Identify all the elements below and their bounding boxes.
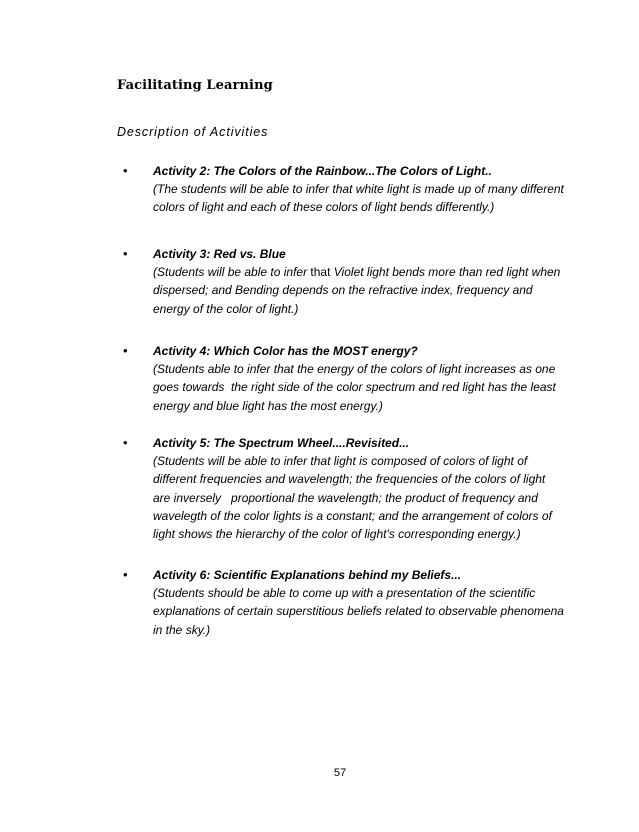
activity-title: Activity 3: Red vs. Blue [153, 247, 286, 261]
description-line: dispersed; and Bending depends on the refractive index, frequency and [153, 283, 533, 298]
bullet-icon: • [123, 163, 128, 178]
bullet-icon: • [123, 435, 128, 450]
description-text: Violet light bends more than red light when [330, 265, 561, 279]
description-text-upright: that [310, 265, 331, 279]
description-line: (Students able to infer that the energy of the colors of light increases as one [153, 362, 556, 376]
section-title: Facilitating Learning [117, 78, 273, 93]
section-subtitle: Description of Activities [117, 125, 269, 139]
description-line: energy and blue light has the most energy.) [153, 398, 383, 413]
page-number: 57 [333, 767, 347, 779]
description-line: (Students should be able to come up with a presentation of the scientific [153, 586, 536, 600]
description-text: (Students will be able to infer [153, 265, 311, 279]
activity-title: Activity 6: Scientific Explanations behind my Beliefs... [153, 568, 462, 582]
activity-description [153, 584, 573, 639]
activity-description [153, 452, 573, 543]
bullet-icon: • [123, 246, 128, 261]
description-line: wavelegth of the color lights is a constant; and the arrangement of colors of [153, 508, 552, 523]
description-line: in the sky.) [153, 622, 211, 637]
activity-description [153, 360, 573, 415]
description-line: colors of light and each of these colors of light bends differently.) [153, 200, 495, 215]
description-line [153, 263, 573, 281]
activity-title: Activity 4: Which Color has the MOST energy? [153, 344, 418, 358]
activity-title: Activity 2: The Colors of the Rainbow...The Colors of Light.. [153, 164, 492, 178]
description-line: energy of the color of light.) [153, 301, 299, 316]
bullet-icon: • [123, 567, 128, 582]
description-line: different frequencies and wavelength; the frequencies of the colors of light [153, 472, 546, 487]
description-line: are inversely proportional the wavelength; the product of frequency and [153, 490, 538, 505]
description-line: explanations of certain superstitious beliefs related to observable phenomena [153, 604, 564, 619]
description-line: light shows the hierarchy of the color of light's corresponding energy.) [153, 527, 521, 542]
bullet-icon: • [123, 343, 128, 358]
description-line: goes towards the right side of the color spectrum and red light has the least [153, 380, 556, 395]
activity-title: Activity 5: The Spectrum Wheel....Revisited... [153, 436, 410, 450]
description-line: (The students will be able to infer that white light is made up of many different [153, 182, 564, 196]
description-line: (Students will be able to infer that light is composed of colors of light of [153, 454, 528, 468]
activity-description [153, 263, 573, 318]
activity-description [153, 180, 573, 217]
